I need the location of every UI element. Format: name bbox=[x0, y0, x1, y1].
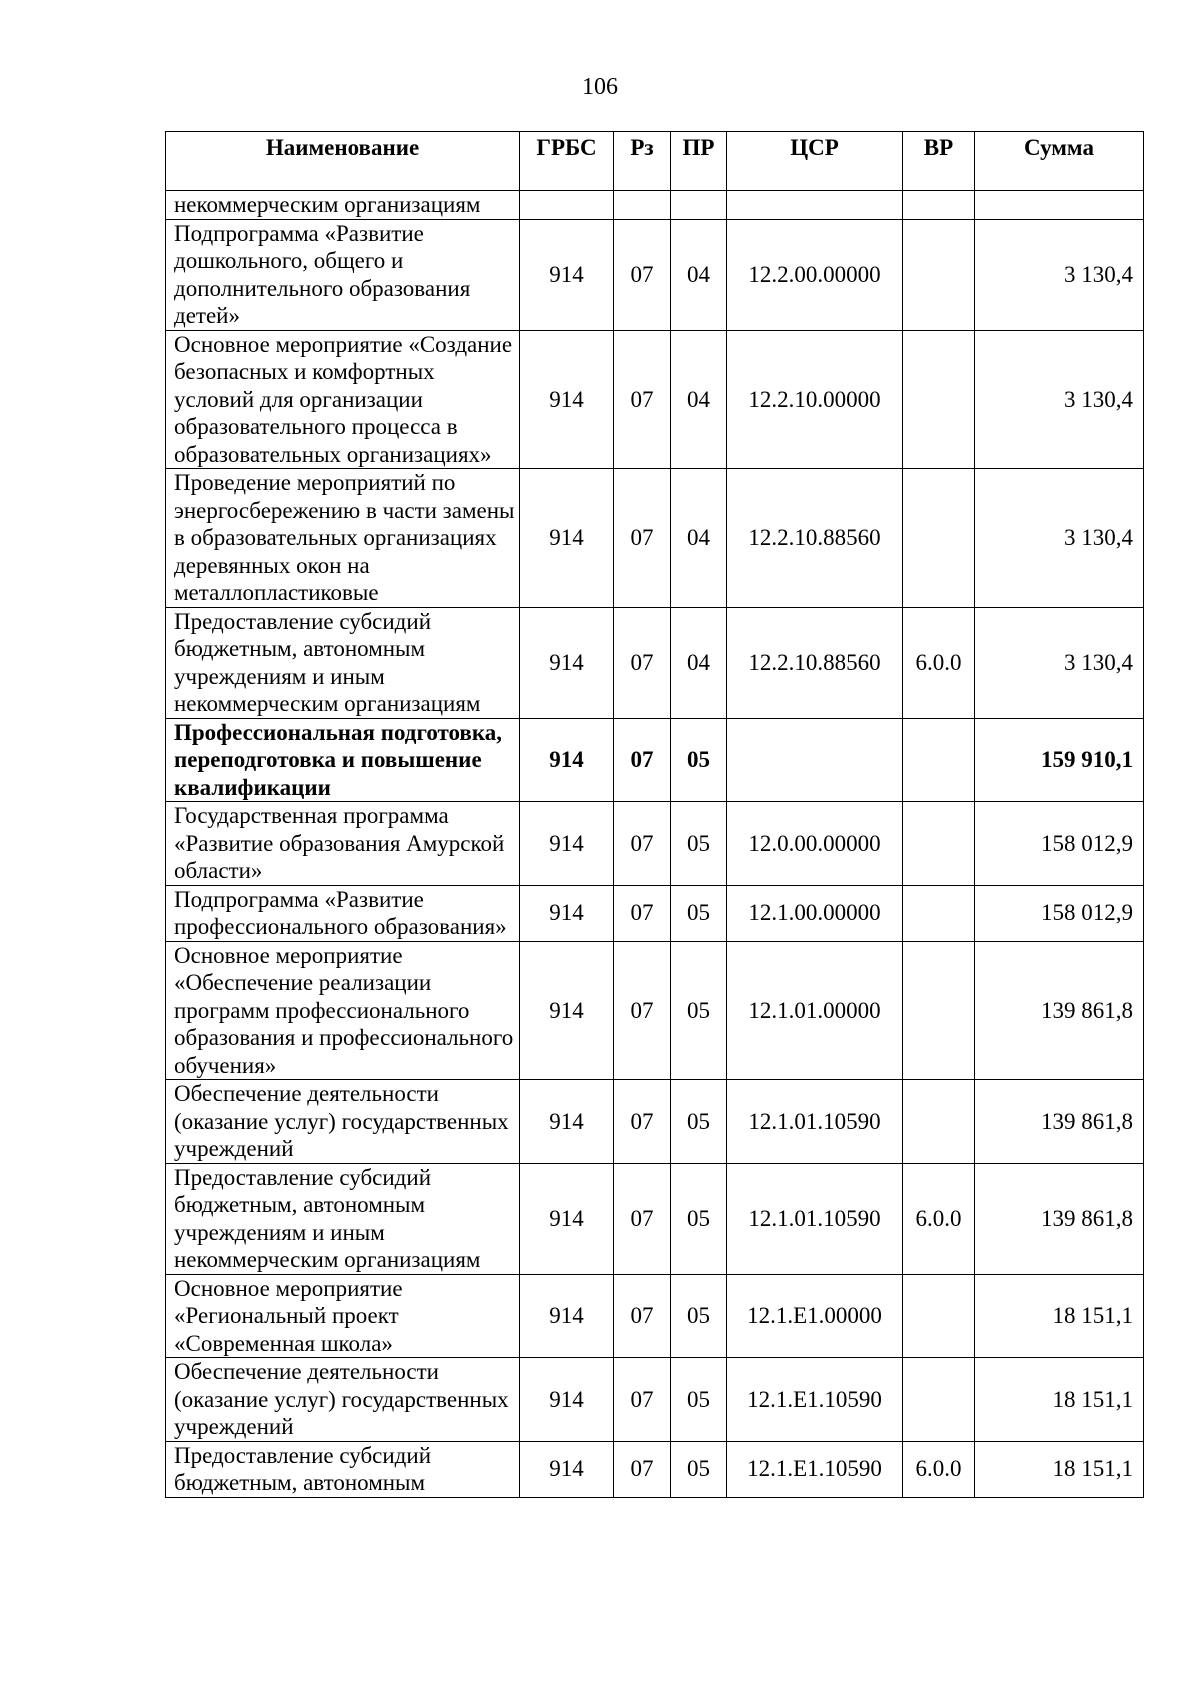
table-row bbox=[166, 802, 1144, 886]
row-sum: 139 861,8 bbox=[975, 1080, 1144, 1164]
row-name: Основное мероприятие «Региональный проект «Современная школа» bbox=[166, 1274, 520, 1358]
row-rz: 07 bbox=[614, 607, 671, 718]
row-grbs: 914 bbox=[520, 802, 614, 886]
row-name: Основное мероприятие «Обеспечение реализации программ профессионального образования и профессионального обучения» bbox=[166, 941, 520, 1080]
row-sum: 3 130,4 bbox=[975, 607, 1144, 718]
row-vr: 6.0.0 bbox=[903, 1441, 975, 1497]
row-csr bbox=[727, 718, 903, 802]
row-name: Проведение мероприятий по энергосбережению в части замены в образовательных организациях деревянных окон на металлопластиковые bbox=[166, 469, 520, 608]
row-sum: 158 012,9 bbox=[975, 802, 1144, 886]
row-vr bbox=[903, 718, 975, 802]
row-sum: 18 151,1 bbox=[975, 1441, 1144, 1497]
row-csr: 12.0.00.00000 bbox=[727, 802, 903, 886]
row-sum: 18 151,1 bbox=[975, 1358, 1144, 1442]
row-pr: 05 bbox=[671, 1080, 727, 1164]
row-vr bbox=[903, 330, 975, 469]
row-name: Подпрограмма «Развитие профессионального образования» bbox=[166, 885, 520, 941]
header-name: Наименование bbox=[166, 132, 520, 191]
row-sum: 3 130,4 bbox=[975, 469, 1144, 608]
row-pr: 04 bbox=[671, 330, 727, 469]
row-vr bbox=[903, 219, 975, 330]
row-vr bbox=[903, 1358, 975, 1442]
row-sum: 139 861,8 bbox=[975, 1163, 1144, 1274]
row-rz bbox=[614, 191, 671, 220]
header-sum: Сумма bbox=[975, 132, 1144, 191]
row-sum: 139 861,8 bbox=[975, 941, 1144, 1080]
row-grbs: 914 bbox=[520, 1163, 614, 1274]
row-csr: 12.2.10.88560 bbox=[727, 469, 903, 608]
row-vr bbox=[903, 191, 975, 220]
row-grbs: 914 bbox=[520, 885, 614, 941]
row-pr bbox=[671, 191, 727, 220]
row-name: Основное мероприятие «Создание безопасных и комфортных условий для организации образовательного процесса в образовательных организациях» bbox=[166, 330, 520, 469]
row-vr: 6.0.0 bbox=[903, 1163, 975, 1274]
row-rz: 07 bbox=[614, 1358, 671, 1442]
row-rz: 07 bbox=[614, 469, 671, 608]
row-csr: 12.1.E1.10590 bbox=[727, 1441, 903, 1497]
row-grbs: 914 bbox=[520, 1358, 614, 1442]
row-name: Предоставление субсидий бюджетным, автономным bbox=[166, 1441, 520, 1497]
table-row bbox=[166, 607, 1144, 718]
row-pr: 04 bbox=[671, 607, 727, 718]
row-csr: 12.1.00.00000 bbox=[727, 885, 903, 941]
row-csr: 12.1.E1.10590 bbox=[727, 1358, 903, 1442]
row-rz: 07 bbox=[614, 1163, 671, 1274]
row-pr: 05 bbox=[671, 1358, 727, 1442]
row-vr bbox=[903, 1274, 975, 1358]
row-csr: 12.1.01.00000 bbox=[727, 941, 903, 1080]
row-csr: 12.1.E1.00000 bbox=[727, 1274, 903, 1358]
row-grbs: 914 bbox=[520, 1274, 614, 1358]
row-name: Подпрограмма «Развитие дошкольного, общего и дополнительного образования детей» bbox=[166, 219, 520, 330]
row-grbs: 914 bbox=[520, 219, 614, 330]
row-vr bbox=[903, 941, 975, 1080]
row-name: Государственная программа «Развитие образования Амурской области» bbox=[166, 802, 520, 886]
row-grbs: 914 bbox=[520, 941, 614, 1080]
table-row bbox=[166, 1163, 1144, 1274]
row-rz: 07 bbox=[614, 1080, 671, 1164]
table-row bbox=[166, 330, 1144, 469]
row-vr bbox=[903, 885, 975, 941]
row-grbs bbox=[520, 191, 614, 220]
table-header-row bbox=[166, 132, 1144, 191]
row-name: Предоставление субсидий бюджетным, автономным учреждениям и иным некоммерческим организациям bbox=[166, 1163, 520, 1274]
row-vr bbox=[903, 802, 975, 886]
page-number: 106 bbox=[582, 74, 618, 100]
row-rz: 07 bbox=[614, 219, 671, 330]
row-sum: 18 151,1 bbox=[975, 1274, 1144, 1358]
row-pr: 04 bbox=[671, 219, 727, 330]
row-grbs: 914 bbox=[520, 718, 614, 802]
header-rz: Рз bbox=[614, 132, 671, 191]
table-row bbox=[166, 941, 1144, 1080]
row-name: Обеспечение деятельности (оказание услуг) государственных учреждений bbox=[166, 1080, 520, 1164]
row-csr: 12.1.01.10590 bbox=[727, 1080, 903, 1164]
row-pr: 05 bbox=[671, 885, 727, 941]
row-csr: 12.2.00.00000 bbox=[727, 219, 903, 330]
header-pr: ПР bbox=[671, 132, 727, 191]
row-rz: 07 bbox=[614, 718, 671, 802]
row-pr: 04 bbox=[671, 469, 727, 608]
row-csr: 12.1.01.10590 bbox=[727, 1163, 903, 1274]
table-row bbox=[166, 1274, 1144, 1358]
table-row bbox=[166, 469, 1144, 608]
row-name: Профессиональная подготовка, переподготовка и повышение квалификации bbox=[166, 718, 520, 802]
row-rz: 07 bbox=[614, 802, 671, 886]
table-row bbox=[166, 1358, 1144, 1442]
row-pr: 05 bbox=[671, 1274, 727, 1358]
row-rz: 07 bbox=[614, 885, 671, 941]
row-name: Предоставление субсидий бюджетным, автономным учреждениям и иным некоммерческим организациям bbox=[166, 607, 520, 718]
row-rz: 07 bbox=[614, 330, 671, 469]
row-sum: 3 130,4 bbox=[975, 330, 1144, 469]
row-vr bbox=[903, 469, 975, 608]
table-row-section bbox=[166, 718, 1144, 802]
table-row bbox=[166, 219, 1144, 330]
row-grbs: 914 bbox=[520, 607, 614, 718]
header-grbs: ГРБС bbox=[520, 132, 614, 191]
row-pr: 05 bbox=[671, 1163, 727, 1274]
header-csr: ЦСР bbox=[727, 132, 903, 191]
row-rz: 07 bbox=[614, 1441, 671, 1497]
row-grbs: 914 bbox=[520, 1441, 614, 1497]
budget-table bbox=[165, 131, 1144, 1498]
row-sum: 3 130,4 bbox=[975, 219, 1144, 330]
row-pr: 05 bbox=[671, 718, 727, 802]
row-csr: 12.2.10.88560 bbox=[727, 607, 903, 718]
row-sum: 158 012,9 bbox=[975, 885, 1144, 941]
row-pr: 05 bbox=[671, 802, 727, 886]
row-pr: 05 bbox=[671, 941, 727, 1080]
row-grbs: 914 bbox=[520, 330, 614, 469]
row-name: Обеспечение деятельности (оказание услуг) государственных учреждений bbox=[166, 1358, 520, 1442]
table-row bbox=[166, 1080, 1144, 1164]
row-pr: 05 bbox=[671, 1441, 727, 1497]
row-sum: 159 910,1 bbox=[975, 718, 1144, 802]
row-grbs: 914 bbox=[520, 469, 614, 608]
row-rz: 07 bbox=[614, 941, 671, 1080]
row-rz: 07 bbox=[614, 1274, 671, 1358]
header-vr: ВР bbox=[903, 132, 975, 191]
row-grbs: 914 bbox=[520, 1080, 614, 1164]
row-csr: 12.2.10.00000 bbox=[727, 330, 903, 469]
row-name: некоммерческим организациям bbox=[166, 191, 520, 220]
row-vr: 6.0.0 bbox=[903, 607, 975, 718]
table-row bbox=[166, 191, 1144, 220]
table-row bbox=[166, 1441, 1144, 1497]
table-row bbox=[166, 885, 1144, 941]
row-vr bbox=[903, 1080, 975, 1164]
row-csr bbox=[727, 191, 903, 220]
row-sum bbox=[975, 191, 1144, 220]
